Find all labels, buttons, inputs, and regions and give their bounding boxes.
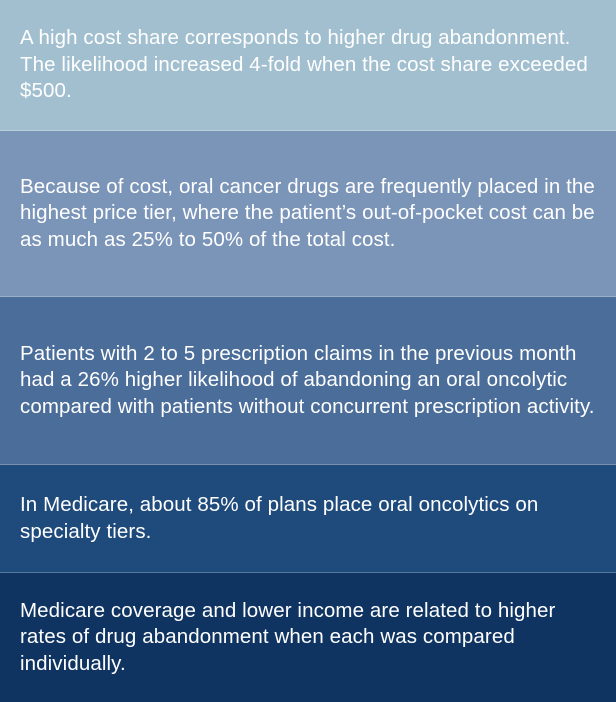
fact-text-price-tier: Because of cost, oral cancer drugs are frequently placed in the highest price tier, where the patient’s out-of-pocket cost can be as much as 25% to 50% of the total cost. bbox=[20, 174, 595, 251]
fact-block-price-tier bbox=[0, 131, 616, 297]
fact-block-medicare-tiers bbox=[0, 465, 616, 573]
fact-block-coverage-income bbox=[0, 573, 616, 702]
fact-block-prescription-claims bbox=[0, 297, 616, 465]
fact-text-prescription-claims: Patients with 2 to 5 prescription claims in the previous month had a 26% higher likelihood of abandoning an oral oncolytic compared with patients without concurrent prescription activity. bbox=[20, 341, 595, 418]
fact-text-medicare-tiers: In Medicare, about 85% of plans place oral oncolytics on specialty tiers. bbox=[20, 493, 539, 543]
fact-block-cost-share bbox=[0, 0, 616, 131]
fact-text-coverage-income: Medicare coverage and lower income are related to higher rates of drug abandonment when each was compared individually. bbox=[20, 598, 556, 675]
fact-text-cost-share: A high cost share corresponds to higher drug abandonment. The likelihood increased 4-fold when the cost share exceeded $500. bbox=[20, 26, 588, 103]
